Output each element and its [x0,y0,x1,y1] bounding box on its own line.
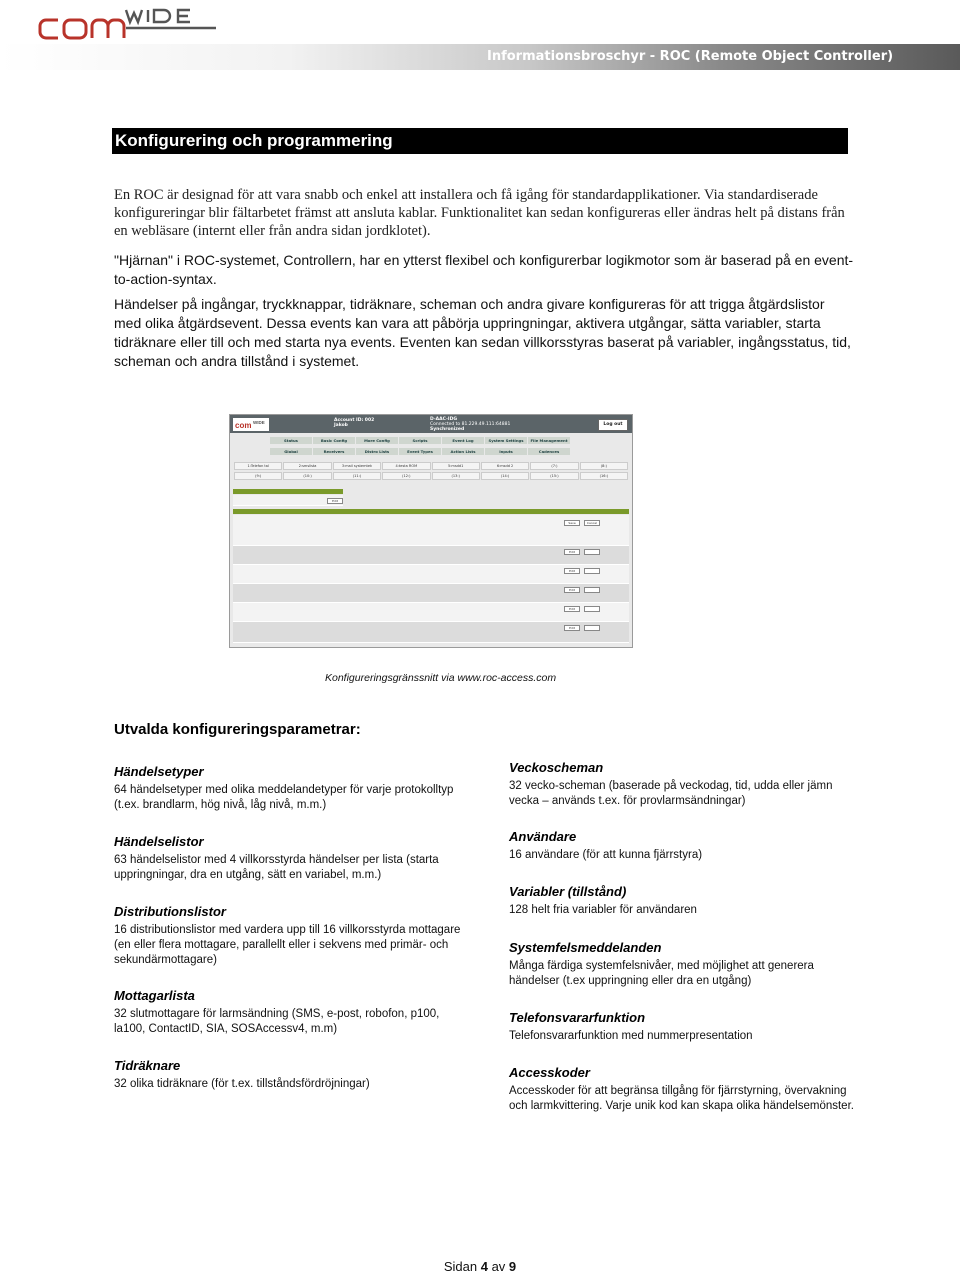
param-text: 128 helt fria variabler för användaren [509,904,697,916]
account-id: Account ID: 002 [334,418,375,423]
distro-item[interactable]: (10:) [283,472,331,480]
distro-row-1 [234,462,628,470]
nav-action-lists[interactable]: Action Lists [442,448,484,455]
distro-item[interactable]: (11:) [333,472,381,480]
comwide-logo [38,6,220,42]
config-ui-screenshot [229,414,633,648]
screenshot-edit-button[interactable]: Edit [564,606,580,612]
screenshot-device [430,417,510,432]
screenshot-nav-secondary [270,448,570,455]
param-title: Variabler (tillstånd) [509,884,627,899]
screenshot-clear-button[interactable] [584,587,600,593]
screenshot-name-header [233,489,343,494]
screenshot-nav-primary [270,437,570,444]
screenshot-clear-button[interactable] [584,625,600,631]
nav-receivers[interactable]: Receivers [313,448,355,455]
param-event-types [114,764,464,813]
device-sync: Synchronized [430,427,465,432]
nav-basic-config[interactable]: Basic Config [313,437,355,444]
param-users [509,829,859,863]
intro-paragraph: En ROC är designad för att vara snabb och enkel att installera och få igång för standardapplikationer. Via standardiserade konfigureringar blir fältarbetet främst att ansluta kablar. Funktionalitet kan sedan konfigureras eller ändras helt på distans från en webläsare (internt eller från andra sidan jordklotet). [114,187,845,239]
nav-cadences[interactable]: Cadences [528,448,570,455]
param-title: Mottagarlista [114,988,195,1003]
param-title: Distributionslistor [114,904,226,919]
param-access-codes [509,1065,859,1114]
param-text: Många färdiga systemfelsnivåer, med möjlighet att generera händelser (t.ex uppringning eller dra en utgång) [509,960,814,987]
screenshot-edit-button[interactable]: Edit [327,498,343,504]
footer-prefix: Sidan [443,1259,478,1274]
footer-middle: av [491,1259,506,1274]
device-name: D-AAC-IDG [430,417,458,422]
footer-page-number: 4 [480,1259,488,1274]
distro-item[interactable]: (14:) [481,472,529,480]
param-answering-machine [509,1010,859,1044]
screenshot-account [334,418,374,428]
distro-item[interactable]: (8:) [580,462,628,470]
param-system-errors [509,940,859,989]
param-distribution-lists [114,904,464,968]
section-title: Konfigurering och programmering [115,131,393,150]
distro-item[interactable]: (13:) [432,472,480,480]
screenshot-save-button[interactable]: Save [564,520,580,526]
distro-item[interactable]: 3:mail systemtek [333,462,381,470]
nav-global[interactable]: Global [270,448,312,455]
distro-item[interactable]: 6:msdd 2 [481,462,529,470]
distro-item[interactable]: (7:) [530,462,578,470]
param-text: Accesskoder för att begränsa tillgång för fjärrstyrning, övervakning och larmkvittering. Varje unik kod kan skapa olika händelsemönster. [509,1085,854,1112]
screenshot-caption: Konfigureringsgränssnitt via www.roc-access.com [325,672,557,684]
screenshot-edit-button[interactable]: Edit [564,549,580,555]
distro-row-2 [234,472,628,480]
distro-item[interactable]: 2:smslista [283,462,331,470]
param-event-lists [114,834,464,883]
param-text: 16 användare (för att kunna fjärrstyra) [509,849,703,861]
param-variables [509,884,859,918]
param-title: Tidräknare [114,1058,181,1073]
screenshot-table-header [233,509,629,514]
param-text: 16 distributionslistor med vardera upp till 16 villkorsstyrda mottagare (en eller flera mottagare, parallellt eller i sekvens med primär- och sekundärmottagare) [114,924,461,966]
distro-item[interactable]: (12:) [382,472,430,480]
distro-item[interactable]: 5:msdd1 [432,462,480,470]
param-text: 63 händelselistor med 4 villkorsstyrda händelser per lista (starta uppringningar, dra en utgång, sätt en variabel, m.m.) [114,854,439,881]
param-week-schedules [509,760,859,809]
nav-more-config[interactable]: More Config [356,437,398,444]
screenshot-topbar [230,415,632,433]
screenshot-clear-button[interactable] [584,549,600,555]
device-connection: Connected to 81.229.49.111:64881 [430,422,511,427]
param-text: 32 olika tidräknare (för t.ex. tillståndsfördröjningar) [114,1078,370,1090]
screenshot-logo [233,418,269,431]
distro-item[interactable]: (15:) [530,472,578,480]
param-title: Telefonsvararfunktion [509,1010,646,1025]
param-text: 64 händelsetyper med olika meddelandetyper för varje protokolltyp (t.ex. brandlarm, hög nivå, låg nivå, m.m.) [114,784,454,811]
param-title: Händelselistor [114,834,204,849]
distro-item[interactable]: (16:) [580,472,628,480]
page-footer [0,1259,960,1274]
param-title: Systemfelsmeddelanden [509,940,662,955]
params-heading: Utvalda konfigureringsparametrar: [114,721,361,738]
param-title: Veckoscheman [509,760,604,775]
logout-button[interactable]: Log out [598,419,628,431]
account-user: Jakob [334,423,348,428]
nav-inputs[interactable]: Inputs [485,448,527,455]
nav-event-types[interactable]: Event Types [399,448,441,455]
svg-text:com: com [235,421,252,430]
screenshot-edit-button[interactable]: Edit [564,625,580,631]
param-title: Användare [509,829,577,844]
nav-status[interactable]: Status [270,437,312,444]
svg-text:WIDE: WIDE [253,420,265,425]
param-receiver-list [114,988,464,1037]
distro-item[interactable]: (9:) [234,472,282,480]
paragraph-events: Händelser på ingångar, tryckknappar, tidräknare, scheman och andra givare konfigureras för att trigga åtgärdslistor med olika åtgärdsevent. Dessa events kan vara att påbörja uppringningar, aktivera utgångar, sätta variabler, starta tidräknare eller till och med starta nya events. Eventen kan sedan villkorsstyras baserat på variabler, ingångsstatus, tid, scheman och andra tillstånd i systemet. [114,296,851,369]
nav-distro-lists[interactable]: Distro Lists [356,448,398,455]
paragraph-brain: "Hjärnan" i ROC-systemet, Controllern, har en ytterst flexibel och konfigurerbar logikmotor som är baserad på en event-to-action-syntax. [114,252,854,287]
param-title: Händelsetyper [114,764,204,779]
param-timers [114,1058,464,1092]
nav-file-management[interactable]: File Management [528,437,570,444]
footer-total-pages: 9 [508,1259,517,1274]
param-title: Accesskoder [509,1065,590,1080]
param-text: Telefonsvararfunktion med nummerpresentation [509,1030,753,1042]
nav-event-log[interactable]: Event Log [442,437,484,444]
header-title: Informationsbroschyr - ROC (Remote Object Controller) [487,49,894,64]
screenshot-edit-button[interactable]: Edit [564,568,580,574]
screenshot-edit-button[interactable]: Edit [564,587,580,593]
param-text: 32 slutmottagare för larmsändning (SMS, e-post, robofon, p100, la100, ContactID, SIA, SOSAccessv4, m.m) [114,1008,440,1035]
screenshot-cancel-button[interactable]: Cancel [584,520,600,526]
nav-scripts[interactable]: Scripts [399,437,441,444]
param-text: 32 vecko-scheman (baserade på veckodag, tid, udda eller jämn vecka – används t.ex. för provlarmsändningar) [509,780,833,807]
screenshot-clear-button[interactable] [584,606,600,612]
distro-item[interactable]: 4:testa ROM [382,462,430,470]
screenshot-clear-button[interactable] [584,568,600,574]
nav-system-settings[interactable]: System Settings [485,437,527,444]
distro-item[interactable]: 1:Telefon tal [234,462,282,470]
